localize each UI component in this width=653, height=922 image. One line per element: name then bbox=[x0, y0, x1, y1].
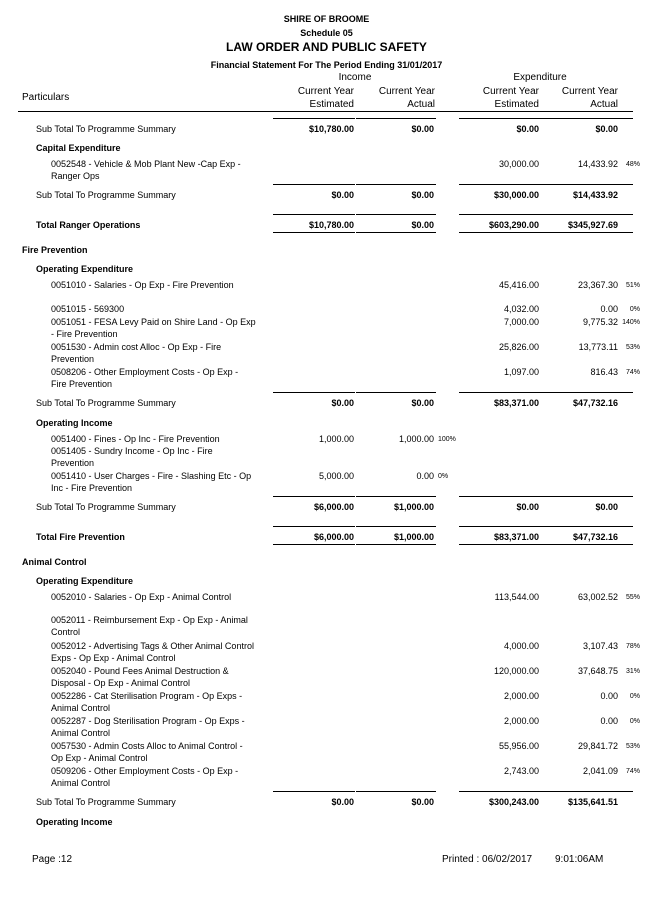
subtotal-label: Sub Total To Programme Summary bbox=[36, 797, 176, 807]
exp-est-value: 120,000.00 bbox=[493, 666, 539, 676]
schedule-label: Schedule 05 bbox=[300, 28, 353, 38]
programme-total-label: Total Ranger Operations bbox=[36, 220, 141, 230]
exp-est-value: 7,000.00 bbox=[503, 317, 539, 327]
exp-est-value: 4,032.00 bbox=[503, 304, 539, 314]
line-item-label: 0051410 - User Charges - Fire - Slashing Etc - Op Inc - Fire Prevention bbox=[51, 471, 252, 493]
exp-est-value: $603,290.00 bbox=[488, 220, 539, 230]
inc-est-value: $10,780.00 bbox=[308, 220, 354, 230]
exp-est-value: 2,000.00 bbox=[503, 691, 539, 701]
exp-act-value: $14,433.92 bbox=[572, 190, 618, 200]
subtotal-rule bbox=[356, 214, 436, 215]
subtotal-rule bbox=[540, 214, 633, 215]
exp-est-value: 2,000.00 bbox=[503, 716, 539, 726]
total-rule bbox=[459, 544, 541, 545]
expenditure-percent: 53% bbox=[625, 344, 640, 351]
total-rule bbox=[273, 544, 355, 545]
subtotal-rule bbox=[459, 118, 541, 119]
inc-act-value: $0.00 bbox=[411, 398, 434, 408]
subtotal-rule bbox=[273, 118, 355, 119]
exp-act-value: 23,367.30 bbox=[577, 280, 618, 290]
income-percent: 100% bbox=[438, 436, 456, 443]
line-item-label: 0051400 - Fines - Op Inc - Fire Prevention bbox=[51, 434, 220, 444]
exp-act-value: 0.00 bbox=[600, 304, 618, 314]
exp-act-value: 816.43 bbox=[590, 367, 618, 377]
exp-act-value: 14,433.92 bbox=[577, 159, 618, 169]
inc-act-value: $1,000.00 bbox=[393, 502, 434, 512]
exp-act-value: 2,041.09 bbox=[582, 766, 618, 776]
subtotal-rule bbox=[356, 184, 436, 185]
line-item-label: 0052010 - Salaries - Op Exp - Animal Control bbox=[51, 592, 232, 602]
exp-est-value: $0.00 bbox=[516, 502, 539, 512]
inc-act-value: $0.00 bbox=[411, 797, 434, 807]
subtotal-rule bbox=[356, 526, 436, 527]
section-heading: Operating Expenditure bbox=[36, 264, 134, 274]
expenditure-percent: 0% bbox=[629, 306, 640, 313]
line-item-label: 0052286 - Cat Sterilisation Program - Op Exps - Animal Control bbox=[51, 691, 243, 713]
inc-est-value: 5,000.00 bbox=[318, 471, 354, 481]
subtotal-rule bbox=[459, 214, 541, 215]
line-item-label: 0051530 - Admin cost Alloc - Op Exp - Fire Prevention bbox=[51, 342, 222, 364]
exp-est-value: 30,000.00 bbox=[498, 159, 539, 169]
line-item-label: 0052287 - Dog Sterilisation Program - Op Exps - Animal Control bbox=[51, 716, 245, 738]
inc-est-value: $0.00 bbox=[331, 190, 354, 200]
total-rule bbox=[459, 232, 541, 233]
subtotal-rule bbox=[356, 791, 436, 792]
line-item-label: 0508206 - Other Employment Costs - Op Exp - Fire Prevention bbox=[51, 367, 239, 389]
exp-est-value: $83,371.00 bbox=[493, 532, 539, 542]
printed-time: 9:01:06AM bbox=[555, 854, 604, 865]
expenditure-percent: 74% bbox=[625, 768, 640, 775]
inc-est-value: 1,000.00 bbox=[318, 434, 354, 444]
exp-act-value: 63,002.52 bbox=[577, 592, 618, 602]
page-number: Page :12 bbox=[32, 854, 73, 865]
subtotal-rule bbox=[273, 496, 355, 497]
exp-act-value: 37,648.75 bbox=[577, 666, 618, 676]
expenditure-actual-header: Current Year Actual bbox=[561, 86, 618, 110]
subtotal-rule bbox=[540, 791, 633, 792]
total-rule bbox=[356, 232, 436, 233]
subtotal-rule bbox=[459, 392, 541, 393]
statement-subtitle: Financial Statement For The Period Ending 31/01/2017 bbox=[210, 60, 443, 70]
line-item-label: 0052040 - Pound Fees Animal Destruction & Disposal - Op Exp - Animal Control bbox=[51, 666, 229, 688]
exp-act-value: 0.00 bbox=[600, 716, 618, 726]
inc-est-value: $10,780.00 bbox=[308, 124, 354, 134]
inc-act-value: $0.00 bbox=[411, 190, 434, 200]
expenditure-group-header: Expenditure bbox=[513, 72, 567, 83]
exp-est-value: 2,743.00 bbox=[503, 766, 539, 776]
exp-act-value: $0.00 bbox=[595, 124, 618, 134]
org-name: SHIRE OF BROOME bbox=[283, 14, 370, 24]
section-heading: Operating Income bbox=[36, 817, 113, 827]
total-rule bbox=[356, 544, 436, 545]
total-rule bbox=[540, 544, 633, 545]
subtotal-rule bbox=[356, 392, 436, 393]
exp-act-value: $135,641.51 bbox=[567, 797, 618, 807]
line-item-label: 0052548 - Vehicle & Mob Plant New -Cap Exp -Ranger Ops bbox=[51, 159, 241, 181]
page-title: LAW ORDER AND PUBLIC SAFETY bbox=[226, 40, 427, 54]
exp-act-value: 13,773.11 bbox=[578, 342, 618, 352]
inc-est-value: $0.00 bbox=[331, 398, 354, 408]
exp-act-value: 9,775.32 bbox=[582, 317, 618, 327]
exp-act-value: $0.00 bbox=[595, 502, 618, 512]
subtotal-rule bbox=[273, 791, 355, 792]
total-rule bbox=[273, 232, 355, 233]
line-item-label: 0051405 - Sundry Income - Op Inc - Fire Prevention bbox=[51, 446, 213, 468]
section-heading: Operating Expenditure bbox=[36, 576, 134, 586]
exp-act-value: 29,841.72 bbox=[577, 741, 618, 751]
line-item-label: 0051051 - FESA Levy Paid on Shire Land - Op Exp - Fire Prevention bbox=[51, 317, 256, 339]
line-item-label: 0052012 - Advertising Tags & Other Animal Control Exps - Op Exp - Animal Control bbox=[51, 641, 254, 663]
inc-act-value: $0.00 bbox=[411, 220, 434, 230]
inc-act-value: 1,000.00 bbox=[398, 434, 434, 444]
expenditure-percent: 51% bbox=[625, 282, 640, 289]
exp-est-value: $83,371.00 bbox=[493, 398, 539, 408]
subtotal-rule bbox=[540, 392, 633, 393]
program-heading: Animal Control bbox=[22, 557, 87, 567]
subtotal-rule bbox=[540, 496, 633, 497]
line-item-label: 0509206 - Other Employment Costs - Op Exp - Animal Control bbox=[51, 766, 239, 788]
subtotal-rule bbox=[540, 184, 633, 185]
inc-act-value: $1,000.00 bbox=[393, 532, 434, 542]
expenditure-percent: 48% bbox=[625, 161, 640, 168]
inc-est-value: $0.00 bbox=[331, 797, 354, 807]
expenditure-percent: 74% bbox=[625, 369, 640, 376]
income-group-header: Income bbox=[338, 72, 372, 83]
subtotal-rule bbox=[273, 526, 355, 527]
subtotal-rule bbox=[540, 526, 633, 527]
exp-act-value: 0.00 bbox=[600, 691, 618, 701]
subtotal-label: Sub Total To Programme Summary bbox=[36, 502, 176, 512]
expenditure-percent: 53% bbox=[625, 743, 640, 750]
exp-est-value: $30,000.00 bbox=[493, 190, 539, 200]
exp-est-value: 4,000.00 bbox=[503, 641, 539, 651]
printed-date: Printed : 06/02/2017 bbox=[442, 854, 533, 865]
income-percent: 0% bbox=[438, 473, 449, 480]
expenditure-percent: 55% bbox=[625, 594, 640, 601]
exp-act-value: $345,927.69 bbox=[567, 220, 618, 230]
income-actual-header: Current Year Actual bbox=[378, 86, 435, 110]
line-item-label: 0057530 - Admin Costs Alloc to Animal Control - Op Exp - Animal Control bbox=[51, 741, 243, 763]
section-heading: Operating Income bbox=[36, 418, 113, 428]
income-estimated-header: Current Year Estimated bbox=[297, 86, 354, 110]
section-heading: Capital Expenditure bbox=[36, 143, 121, 153]
line-item-label: 0051010 - Salaries - Op Exp - Fire Prevention bbox=[51, 280, 234, 290]
expenditure-percent: 78% bbox=[625, 643, 640, 650]
exp-est-value: $300,243.00 bbox=[488, 797, 539, 807]
exp-act-value: $47,732.16 bbox=[572, 398, 618, 408]
total-rule bbox=[540, 232, 633, 233]
subtotal-rule bbox=[273, 184, 355, 185]
subtotal-rule bbox=[459, 526, 541, 527]
expenditure-percent: 31% bbox=[625, 668, 640, 675]
inc-est-value: $6,000.00 bbox=[313, 532, 354, 542]
exp-est-value: 1,097.00 bbox=[503, 367, 539, 377]
subtotal-rule bbox=[459, 791, 541, 792]
expenditure-percent: 0% bbox=[629, 693, 640, 700]
exp-est-value: $0.00 bbox=[516, 124, 539, 134]
programme-total-label: Total Fire Prevention bbox=[36, 532, 125, 542]
subtotal-label: Sub Total To Programme Summary bbox=[36, 124, 176, 134]
expenditure-percent: 140% bbox=[622, 319, 640, 326]
line-item-label: 0051015 - 569300 bbox=[51, 304, 125, 314]
subtotal-rule bbox=[459, 496, 541, 497]
subtotal-rule bbox=[273, 392, 355, 393]
subtotal-label: Sub Total To Programme Summary bbox=[36, 190, 176, 200]
particulars-header: Particulars bbox=[22, 92, 70, 103]
exp-act-value: 3,107.43 bbox=[582, 641, 618, 651]
program-heading: Fire Prevention bbox=[22, 245, 88, 255]
expenditure-percent: 0% bbox=[629, 718, 640, 725]
exp-est-value: 113,544.00 bbox=[494, 592, 539, 602]
expenditure-estimated-header: Current Year Estimated bbox=[482, 86, 539, 110]
inc-act-value: 0.00 bbox=[416, 471, 434, 481]
exp-act-value: $47,732.16 bbox=[572, 532, 618, 542]
subtotal-label: Sub Total To Programme Summary bbox=[36, 398, 176, 408]
exp-est-value: 25,826.00 bbox=[498, 342, 539, 352]
subtotal-rule bbox=[356, 496, 436, 497]
subtotal-rule bbox=[459, 184, 541, 185]
line-item-label: 0052011 - Reimbursement Exp - Op Exp - Animal Control bbox=[51, 615, 248, 637]
inc-act-value: $0.00 bbox=[411, 124, 434, 134]
inc-est-value: $6,000.00 bbox=[313, 502, 354, 512]
subtotal-rule bbox=[540, 118, 633, 119]
exp-est-value: 55,956.00 bbox=[498, 741, 539, 751]
subtotal-rule bbox=[356, 118, 436, 119]
header-rule bbox=[18, 111, 633, 112]
subtotal-rule bbox=[273, 214, 355, 215]
exp-est-value: 45,416.00 bbox=[498, 280, 539, 290]
